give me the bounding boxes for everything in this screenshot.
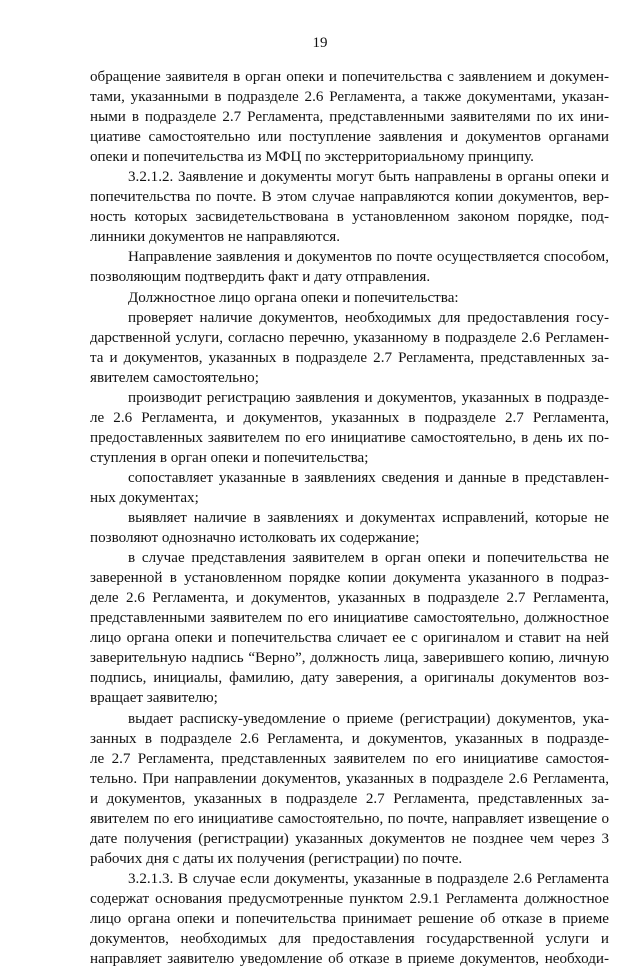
text-line: заверительную надпись “Верно”, должность лица, заверившего копию, личную	[90, 650, 609, 667]
text-line: выявляет наличие в заявлениях и документах исправлений, которые не	[128, 510, 609, 527]
text-line: 3.2.1.3. В случае если документы, указанные в подразделе 2.6 Регламента	[128, 870, 609, 887]
text-line: Направление заявления и документов по почте осуществляется способом,	[128, 249, 609, 266]
text-line: явителем самостоятельно;	[90, 369, 259, 386]
text-line: производит регистрацию заявления и документов, указанных в подразде-	[128, 389, 609, 406]
text-line: ными в подразделе 2.7 Регламента, представленными заявителями по их ини-	[90, 109, 609, 126]
text-line: направляет заявителю уведомление об отказе в приеме документов, необходи-	[90, 951, 609, 968]
text-line: обращение заявителя в орган опеки и попечительства с заявлением и докумен-	[90, 69, 609, 85]
text-line: предоставленных заявителем по его инициативе самостоятельно, в день их по-	[90, 429, 609, 446]
text-line: вращает заявителю;	[90, 690, 218, 707]
text-line: сопоставляет указанные в заявлениях сведения и данные в представлен-	[128, 469, 609, 486]
text-line: лицо органа опеки и попечительства принимает решение об отказе в приеме	[90, 910, 609, 927]
text-line: попечительства по почте. В этом случае направляются копии документов, вер-	[90, 189, 609, 206]
text-line: 3.2.1.2. Заявление и документы могут быть направлены в органы опеки и	[128, 169, 609, 186]
text-line: позволяют однозначно истолковать их содержание;	[90, 530, 420, 547]
text-line: рабочих дня с даты их получения (регистрации) по почте.	[90, 850, 463, 867]
text-line: тельно. При направлении документов, указанных в подразделе 2.6 Регламента,	[90, 770, 609, 787]
text-line: циативе самостоятельно или поступление заявления и документов органами	[90, 129, 609, 146]
text-line: явителем по его инициативе самостоятельно, по почте, направляет извещение о	[90, 810, 609, 827]
text-line: лицо органа опеки и попечительства сличает ее с оригиналом и ставит на ней	[90, 630, 609, 647]
text-line: документов, необходимых для предоставления государственной услуги и	[90, 931, 609, 948]
text-line: тами, указанными в подразделе 2.6 Регламента, а также документами, указан-	[90, 89, 609, 106]
text-line: содержат основания предусмотренные пунктом 2.9.1 Регламента должностное	[90, 890, 609, 907]
text-line: ле 2.7 Регламента, представленных заявителем по его инициативе самостоя-	[90, 750, 609, 767]
text-line: и документов, указанных в подразделе 2.7 Регламента, представленных за-	[90, 790, 609, 807]
text-line: заверенной в установленном порядке копии документа указанного в подраз-	[90, 570, 609, 587]
text-line: та и документов, указанных в подразделе 2.7 Регламента, представленных за-	[90, 349, 609, 366]
text-line: ступления в орган опеки и попечительства;	[90, 449, 369, 466]
text-line: ность которых засвидетельствована в установленном законом порядке, под-	[90, 209, 609, 226]
text-line: подпись, инициалы, фамилию, дату заверения, а оригиналы документов воз-	[90, 670, 609, 687]
text-line: линники документов не направляются.	[90, 229, 341, 246]
text-line: Должностное лицо органа опеки и попечительства:	[128, 289, 459, 306]
page-number: 19	[312, 35, 328, 51]
text-line: ле 2.6 Регламента, и документов, указанных в подразделе 2.7 Регламента,	[90, 409, 609, 426]
text-line: дарственной услуги, согласно перечню, указанному в подразделе 2.6 Регламен-	[90, 329, 609, 346]
text-line: представленными заявителем по его инициативе самостоятельно, должностное	[90, 610, 609, 627]
text-line: опеки и попечительства из МФЦ по экстерриториальному принципу.	[90, 149, 534, 166]
text-line: деле 2.6 Регламента, и документов, указанных в подразделе 2.7 Регламента,	[90, 590, 609, 607]
document-body	[90, 67, 609, 969]
text-line: позволяющим подтвердить факт и дату отправления.	[90, 269, 431, 286]
text-line: выдает расписку-уведомление о приеме (регистрации) документов, ука-	[128, 710, 609, 727]
text-line: занных в подразделе 2.6 Регламента, и документов, указанных в подразде-	[90, 730, 609, 747]
text-line: дате получения (регистрации) указанных документов не позднее чем через 3	[90, 830, 609, 847]
text-line: в случае представления заявителем в орган опеки и попечительства не	[128, 550, 609, 567]
text-line: ных документах;	[90, 489, 199, 506]
text-line: проверяет наличие документов, необходимых для предоставления госу-	[128, 309, 609, 326]
